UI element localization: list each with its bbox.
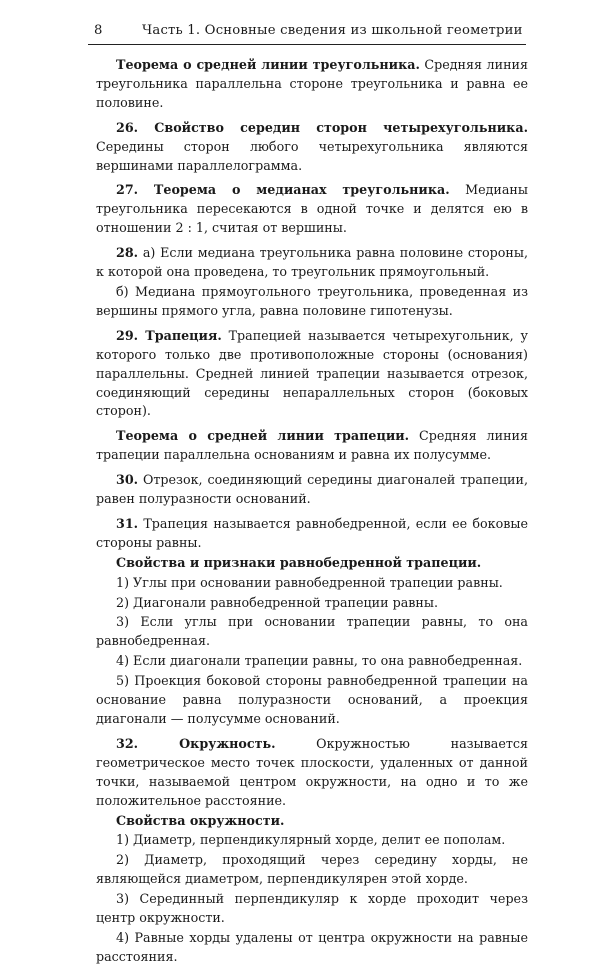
paragraph-28a: [96, 244, 528, 282]
running-header: [88, 22, 526, 45]
circle-properties-heading: [96, 812, 528, 831]
paragraph-text: Медианы треугольника пересекаются в одной точке и делятся ею в отношении 2 : 1, считая от вершины.: [96, 182, 528, 236]
term-heading: Теорема о средней линии треугольника.: [116, 57, 420, 72]
term-heading: 29. Трапеция.: [116, 327, 222, 343]
paragraph-26: [96, 119, 528, 176]
paragraph-text: Средняя линия треугольника параллельна стороне треугольника и равна ее половине.: [96, 57, 528, 110]
paragraph-text: б) Медиана прямоугольного треугольника, проведенная из вершины прямого угла, равна половине гипотенузы.: [96, 283, 528, 318]
term-heading: 32. Окружность.: [116, 735, 276, 751]
paragraph-text: а) Если медиана треугольника равна половине стороны, к которой она проведена, то треугольник прямоугольный.: [96, 245, 528, 280]
list-item: [96, 652, 528, 671]
list-item-text: 2) Диагонали равнобедренной трапеции равны.: [116, 594, 438, 610]
section-heading: Свойства окружности.: [116, 812, 285, 828]
paragraph-31: [96, 515, 528, 553]
paragraph-text: Окружностью называется геометрическое место точек плоскости, удаленных от данной точки, называемой центром окружности, на одно и то же положительное расстояние.: [96, 735, 528, 808]
paragraph-text: Средняя линия трапеции параллельна основаниям и равна их полусумме.: [96, 428, 528, 463]
list-item-text: 2) Диаметр, проходящий через середину хорды, не являющейся диаметром, перпендикулярен этой хорде.: [96, 852, 528, 887]
paragraph-midline-triangle: [96, 56, 528, 113]
list-item-text: 1) Диаметр, перпендикулярный хорде, делит ее пополам.: [116, 832, 506, 848]
list-item: [96, 851, 528, 889]
list-item-text: 1) Углы при основании равнобедренной трапеции равны.: [116, 574, 503, 590]
list-item-text: 4) Равные хорды удалены от центра окружности на равные расстояния.: [96, 929, 528, 964]
list-item-text: 4) Если диагонали трапеции равны, то она равнобедренная.: [116, 653, 523, 669]
list-item-text: 5) Проекция боковой стороны равнобедренной трапеции на основание равна полуразности оснований, а проекция диагонали — полусумме оснований.: [96, 673, 528, 726]
paragraph-30: [96, 471, 528, 509]
section-heading: Свойства и признаки равнобедренной трапеции.: [116, 554, 482, 570]
list-item: [96, 672, 528, 729]
page-number: 8: [94, 23, 103, 38]
list-item-text: 3) Серединный перпендикуляр к хорде проходит через центр окружности.: [96, 891, 528, 926]
paragraph-29: [96, 327, 528, 422]
list-item: [96, 890, 528, 928]
term-heading: 28.: [116, 245, 139, 261]
paragraph-28b: [96, 283, 528, 321]
term-heading: 27. Теорема о медианах треугольника.: [116, 182, 450, 198]
term-heading: 31.: [116, 515, 139, 531]
paragraph-text: Трапеция называется равнобедренной, если ее боковые стороны равны.: [96, 515, 528, 550]
term-heading: Теорема о средней линии трапеции.: [116, 428, 410, 444]
term-heading: 26. Свойство середин сторон четырехугольника.: [116, 119, 528, 135]
paragraph-text: Трапецией называется четырехугольник, у которого только две противоположные стороны (основания) параллельны. Средней линией трапеции называется отрезок, соединяющий середины непараллельных сторон (боковых сторон).: [96, 327, 528, 419]
paragraph-midline-trapezoid: [96, 427, 528, 465]
paragraph-text: Середины сторон любого четырехугольника являются вершинами параллелограмма.: [96, 138, 528, 173]
list-item: [96, 594, 528, 613]
isosceles-trapezoid-heading: [96, 554, 528, 573]
list-item: [96, 613, 528, 651]
list-item: [96, 831, 528, 850]
paragraph-27: [96, 181, 528, 238]
list-item: [96, 574, 528, 593]
running-title: Часть 1. Основные сведения из школьной геометрии: [142, 23, 523, 38]
page-body: [96, 56, 528, 968]
list-item-text: 3) Если углы при основании трапеции равны, то она равнобедренная.: [96, 614, 528, 649]
list-item: [96, 929, 528, 967]
paragraph-text: Отрезок, соединяющий середины диагоналей трапеции, равен полуразности оснований.: [96, 472, 528, 507]
term-heading: 30.: [116, 472, 139, 488]
paragraph-32: [96, 735, 528, 811]
